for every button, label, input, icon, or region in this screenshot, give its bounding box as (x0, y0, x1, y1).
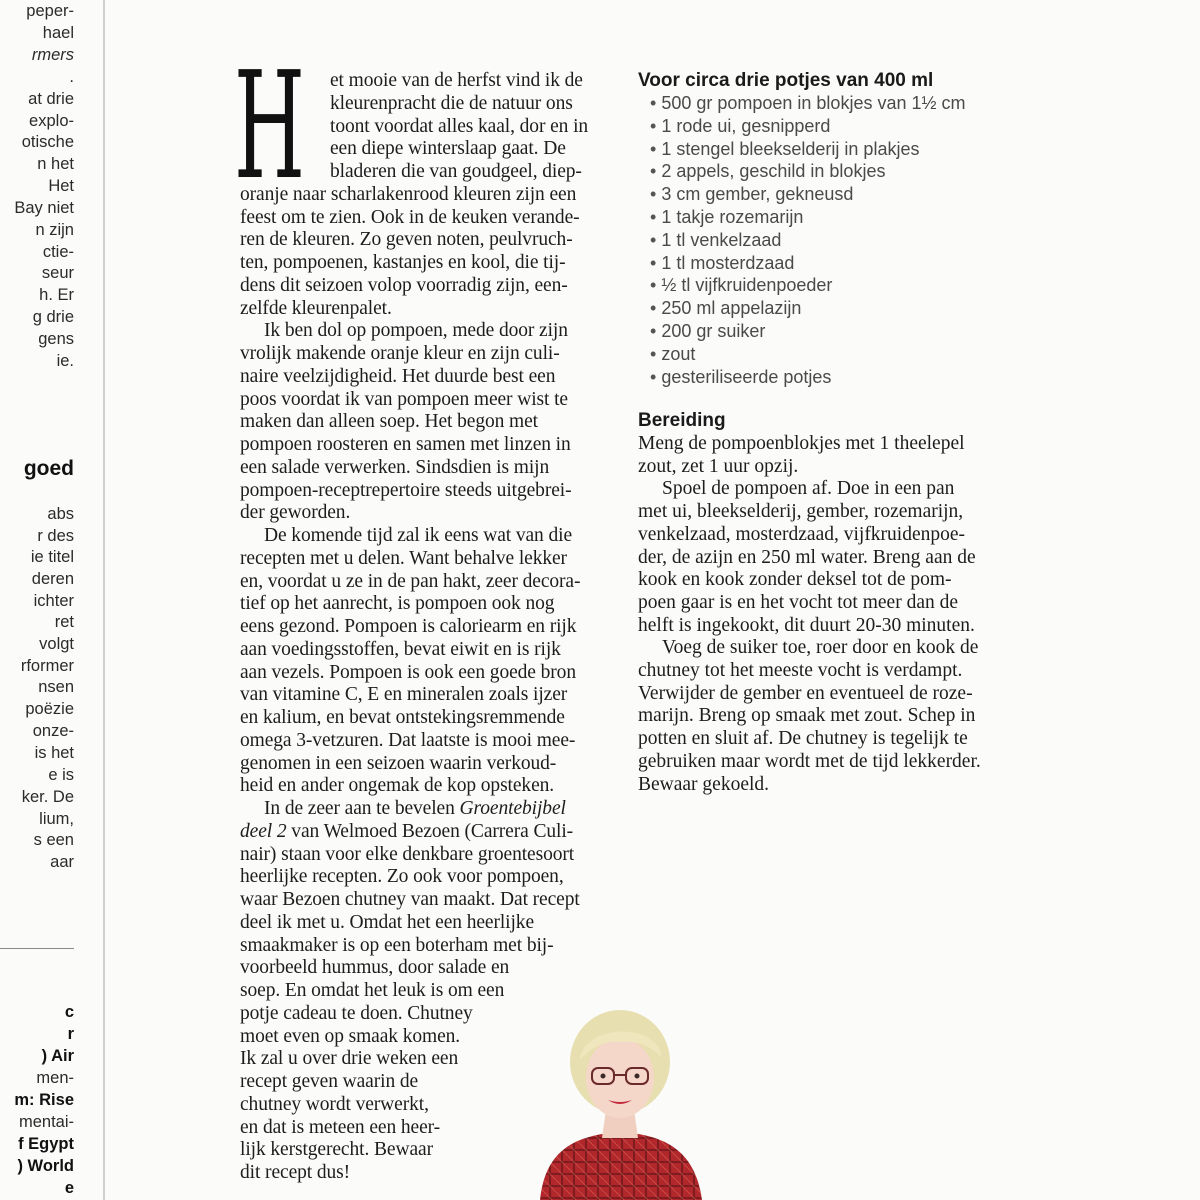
article-line: en kalium, en bevat ontstekingsremmende (240, 707, 565, 728)
article-line: naire veelzijdigheid. Het duurde best een (240, 365, 556, 387)
left-column-line: explo- (29, 112, 74, 130)
left-column-line: lium, (39, 810, 74, 828)
left-column-line: at drie (28, 90, 74, 108)
ingredient-text: 1 tl venkelzaad (661, 229, 782, 250)
left-column-line: abs (47, 505, 74, 523)
left-column-line: . (69, 68, 74, 86)
left-column-line: deren (31, 570, 74, 588)
ingredient-text: 1 tl mosterdzaad (661, 252, 795, 273)
article-line: van vitamine C, E en mineralen zoals ijzer (240, 684, 568, 706)
preparation-title: Bereiding (638, 410, 726, 431)
ingredient-text: 3 cm gember, gekneusd (661, 184, 854, 205)
book-title: Groentebijbel (459, 798, 566, 819)
recipe-title: Voor circa drie potjes van 400 ml (638, 70, 934, 91)
bullet-icon: • (650, 115, 657, 136)
left-column-line: volgt (39, 635, 74, 653)
article-line: et mooie van de herfst vind ik de (330, 70, 583, 91)
article-line: eens gezond. Pompoen is caloriearm en rijk (240, 616, 577, 637)
book-title: deel 2 (240, 820, 287, 842)
article-line: chutney wordt verwerkt, (240, 1093, 429, 1115)
ingredient-text: 2 appels, geschild in blokjes (661, 161, 886, 182)
article-line: oranje naar scharlakenrood kleuren zijn een (240, 183, 577, 205)
bullet-icon: • (650, 138, 657, 159)
left-column-line: aar (50, 853, 74, 871)
article-line: tief op het aanrecht, is pompoen ook nog (240, 593, 555, 615)
article-line: toont voordat alles kaal, dor en in (330, 115, 589, 137)
ingredient-text: gesteriliseerde potjes (661, 366, 832, 387)
ingredient-text: 1 rode ui, gesnipperd (661, 115, 831, 136)
left-column-line: f Egypt (18, 1135, 74, 1153)
article-line: moet even op smaak komen. (240, 1025, 461, 1047)
ingredient-item (650, 344, 695, 365)
left-column-line: c (64, 1003, 74, 1021)
article-line: recepten met u delen. Want behalve lekker (240, 547, 567, 569)
ingredient-text: 200 gr suiker (661, 321, 766, 341)
article-line: aan vezels. Pompoen is ook een goede bron (240, 661, 576, 683)
article-line: kleurenpracht die de natuur ons (330, 92, 573, 114)
left-column-line: e (64, 1179, 74, 1197)
article-line: lijk kerstgerecht. Bewaar (240, 1139, 433, 1161)
article-line: heerlijke recepten. Zo ook voor pompoen, (240, 866, 564, 888)
left-column-line: nsen (38, 678, 74, 696)
article-line: soep. En omdat het leuk is om een (240, 980, 505, 1001)
article-line-text: van Welmoed Bezoen (Carrera Culi- (286, 820, 574, 842)
preparation-line: Voeg de suiker toe, roer door en kook de (662, 637, 979, 659)
bullet-icon: • (650, 366, 657, 387)
article-line: en dat is meteen een heer- (240, 1116, 441, 1138)
preparation-line: venkelzaad, mosterdzaad, vijfkruidenpoe- (638, 523, 966, 545)
article-line: heid en ander ongemak de kop opsteken. (240, 775, 555, 797)
article-line: ren de kleuren. Zo geven noten, peulvruch- (240, 229, 573, 251)
left-column-line: ichter (33, 592, 74, 610)
article-line: een diepe winterslaap gaat. De (330, 138, 566, 160)
left-column-line: ret (54, 613, 74, 631)
article-line: voorbeeld hummus, door salade en (240, 957, 510, 979)
left-column-line: seur (41, 264, 74, 282)
article-line: Ik ben dol op pompoen, mede door zijn (264, 320, 568, 342)
article-line: deel ik met u. Omdat het een heerlijke (240, 911, 535, 933)
bullet-icon: • (650, 184, 657, 205)
article-line: genomen in een seizoen waarin verkoud- (240, 752, 557, 774)
author-photo (520, 1000, 720, 1200)
ingredient-item (650, 184, 853, 205)
left-column-line: h. Er (39, 286, 74, 304)
left-column-line: n het (37, 155, 74, 173)
ingredient-text: 1 takje rozemarijn (661, 207, 804, 227)
left-column-line: m: Rise (14, 1091, 74, 1109)
left-column-line: ) World (17, 1157, 74, 1175)
article-line: dens dit seizoen volop voorradig zijn, een- (240, 274, 568, 296)
left-column-line: men- (36, 1069, 74, 1087)
preparation-line: gebruiken maar wordt met de tijd lekkerder. (638, 750, 981, 772)
ingredient-item (650, 321, 765, 342)
article-line: en, voordat u ze in de pan hakt, zeer decora- (240, 570, 581, 592)
ingredient-item (650, 230, 781, 251)
preparation-line: marijn. Breng op smaak met zout. Schep in (638, 705, 976, 727)
article-line: aan voedingsstoffen, bevat eiwit en is rijk (240, 638, 561, 660)
left-column-line: hael (42, 24, 74, 42)
article-line: bladeren die van goudgeel, diep- (330, 161, 582, 182)
left-column-line: ker. De (21, 788, 74, 806)
article-line: smaakmaker is op een boterham met bij- (240, 934, 554, 956)
preparation-line: chutney tot het meeste vocht is verdampt. (638, 660, 963, 681)
ingredient-item (650, 207, 803, 228)
bullet-icon: • (650, 275, 657, 296)
article-line: poos voordat ik van pompoen meer wist te (240, 388, 568, 410)
left-column-line: mentai- (18, 1113, 74, 1131)
ingredient-text: 250 ml appelazijn (661, 298, 802, 319)
article-line: nair) staan voor elke denkbare groentesoort (240, 843, 575, 865)
left-column-line: onze- (32, 722, 74, 740)
bullet-icon: • (650, 298, 657, 319)
article-line: zelfde kleurenpalet. (240, 297, 392, 319)
bullet-icon: • (650, 229, 657, 250)
preparation-line: Spoel de pompoen af. Doe in een pan (662, 478, 955, 500)
bullet-icon: • (650, 343, 657, 364)
left-column-line: n zijn (35, 221, 74, 239)
preparation-line: Meng de pompoenblokjes met 1 theelepel (638, 433, 965, 454)
ingredient-item (650, 139, 919, 160)
article-line: pompoen-receptrepertoire steeds uitgebrei- (240, 479, 572, 501)
article-line: Ik zal u over drie weken een (240, 1048, 459, 1070)
ingredient-item (650, 161, 885, 182)
bullet-icon: • (650, 161, 657, 182)
ingredient-text: ½ tl vijfkruidenpoeder (661, 275, 833, 296)
left-column-line: e is (48, 766, 74, 784)
article-line (264, 798, 566, 820)
left-column-line: r (67, 1025, 74, 1043)
preparation-line: der, de azijn en 250 ml water. Breng aan de (638, 546, 976, 568)
article-line: pompoen roosteren en samen met linzen in (240, 434, 571, 455)
left-column-line: ie. (56, 352, 74, 370)
left-column-line: is het (34, 744, 74, 762)
article-line: omega 3-vetzuren. Dat laatste is mooi mee- (240, 729, 576, 751)
ingredient-text: 500 gr pompoen in blokjes van 1½ cm (661, 93, 966, 113)
article-line: waar Bezoen chutney van maakt. Dat recept (240, 889, 580, 910)
article-line: vrolijk makende oranje kleur en zijn culi- (240, 343, 560, 364)
article-line: De komende tijd zal ik eens wat van die (264, 525, 572, 546)
ingredient-text: zout (661, 343, 696, 364)
preparation-line: helft is ingekookt, dit duurt 20-30 minuten. (638, 614, 975, 636)
preparation-line: Bewaar gekoeld. (638, 773, 770, 795)
preparation-line: poen gaar is en het vocht tot meer dan de (638, 591, 959, 613)
ingredient-item (650, 298, 801, 319)
preparation-line: kook en kook zonder deksel tot de pom- (638, 569, 952, 591)
ingredient-item (650, 116, 830, 137)
left-column-line: gens (38, 330, 74, 348)
bullet-icon: • (650, 93, 657, 113)
left-column-line: Het (48, 177, 74, 195)
ingredient-item (650, 253, 794, 274)
left-column-line: poëzie (25, 700, 74, 718)
left-column-line: peper- (26, 2, 74, 20)
left-column-line: r des (37, 527, 74, 545)
article-line: maken dan alleen soep. Het begon met (240, 411, 539, 433)
left-column-line: Bay niet (14, 199, 74, 217)
article-line (240, 821, 573, 843)
article-line: der geworden. (240, 502, 351, 524)
article-line: een salade verwerken. Sindsdien is mijn (240, 456, 550, 478)
ingredient-item (650, 93, 966, 114)
preparation-line: met ui, bleekselderij, gember, rozemarijn, (638, 501, 964, 523)
article-line: potje cadeau te doen. Chutney (240, 1002, 473, 1024)
left-column-line: g drie (32, 308, 74, 326)
left-column-line: ) Air (41, 1047, 74, 1065)
left-column-line: rformer (20, 657, 74, 675)
bullet-icon: • (650, 207, 657, 227)
drop-cap: H (234, 40, 305, 212)
left-column-line: ctie- (42, 243, 74, 261)
ingredient-item (650, 367, 831, 388)
ingredient-text: 1 stengel bleekselderij in plakjes (661, 138, 920, 159)
left-column-line: rmers (31, 46, 74, 64)
bullet-icon: • (650, 252, 657, 273)
preparation-line: potten en sluit af. De chutney is tegelijk te (638, 728, 968, 750)
article-line: feest om te zien. Ook in de keuken verande- (240, 206, 580, 228)
preparation-line: zout, zet 1 uur opzij. (638, 455, 799, 477)
preparation-line: Verwijder de gember en eventueel de roze- (638, 682, 973, 704)
article-line-text: In de zeer aan te bevelen (264, 798, 460, 819)
left-column-line: otische (21, 133, 74, 151)
left-column-line: s een (33, 831, 74, 849)
left-column-line: ie titel (30, 548, 74, 566)
left-column-line: goed (23, 457, 74, 480)
article-line: dit recept dus! (240, 1162, 351, 1183)
ingredient-item (650, 275, 832, 296)
article-line: ten, pompoenen, kastanjes en kool, die tij- (240, 252, 566, 273)
article-line: recept geven waarin de (240, 1071, 419, 1092)
bullet-icon: • (650, 321, 657, 341)
